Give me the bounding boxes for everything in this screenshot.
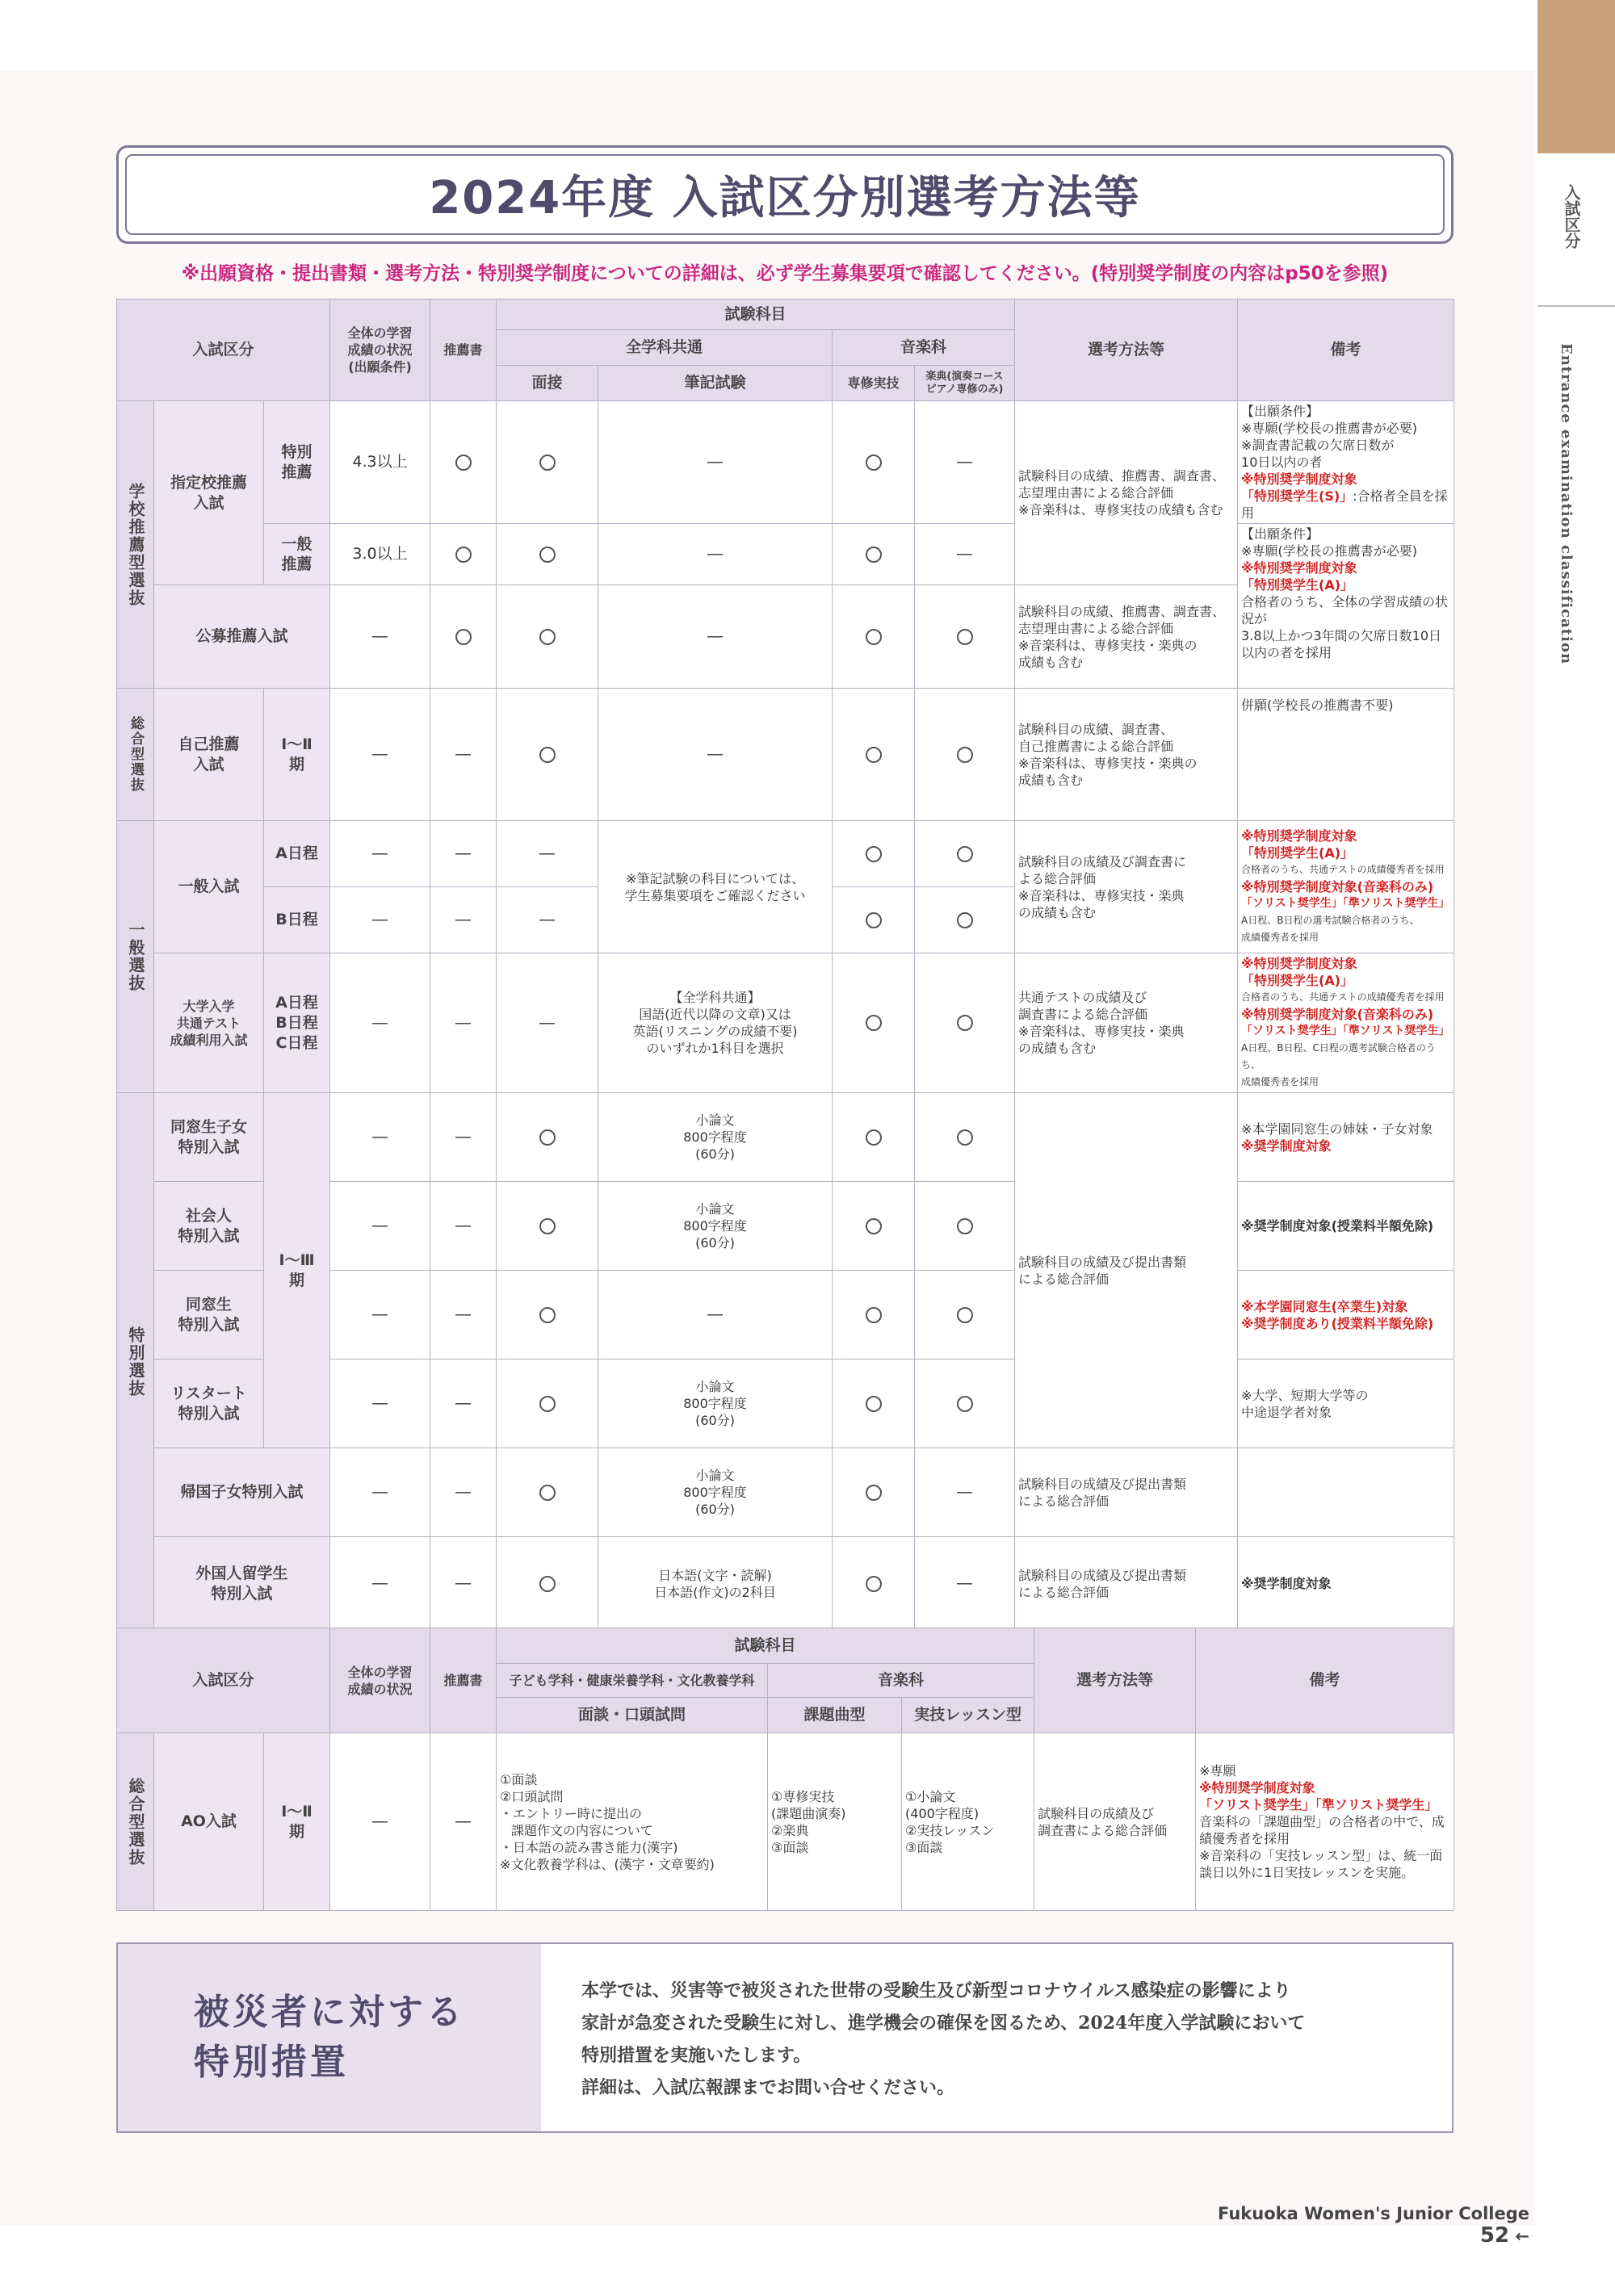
circle-mark xyxy=(497,401,598,524)
dash-mark: ― xyxy=(330,1182,430,1271)
dash-mark: ― xyxy=(430,1360,497,1448)
circle-mark xyxy=(915,1093,1015,1182)
ao-label: AO入試 xyxy=(154,1733,264,1911)
dash-mark: ― xyxy=(598,689,833,821)
group-general: 一般選抜 xyxy=(117,821,154,1093)
circle-mark xyxy=(833,1093,915,1182)
circle-mark xyxy=(497,524,598,585)
designated-label: 指定校推薦 入試 xyxy=(154,401,264,585)
header-common: 全学科共通 xyxy=(497,330,833,366)
side-label-jp: 入試区分 xyxy=(1562,184,1581,249)
circle-mark xyxy=(915,821,1015,887)
ao-assigned-items: ①専修実技 (課題曲演奏) ②楽典 ③面談 xyxy=(768,1733,902,1911)
dash-mark: ― xyxy=(598,401,833,524)
circle-mark xyxy=(833,1537,915,1631)
designated-general-label: 一般 推薦 xyxy=(264,524,330,585)
self-method: 試験科目の成績、調査書、 自己推薦書による総合評価 ※音楽科は、専修実技・楽典の 成績も含む xyxy=(1015,689,1238,821)
intl-method: 試験科目の成績及び提出書類 による総合評価 xyxy=(1015,1537,1238,1631)
dash-mark: ― xyxy=(330,887,430,953)
ao-group: 総合型選抜 xyxy=(117,1733,154,1911)
header-category: 入試区分 xyxy=(117,300,330,401)
circle-mark xyxy=(430,585,497,689)
ao-header-method: 選考方法等 xyxy=(1034,1628,1196,1733)
common-test-schedules: A日程 B日程 C日程 xyxy=(264,953,330,1093)
dash-mark: ― xyxy=(915,524,1015,585)
dash-mark: ― xyxy=(330,585,430,689)
ao-header-interview: 面談・口頭試問 xyxy=(497,1698,768,1733)
intl-written: 日本語(文字・読解) 日本語(作文)の2科目 xyxy=(598,1537,833,1631)
circle-mark xyxy=(497,1182,598,1271)
adult-label: 社会人 特別入試 xyxy=(154,1182,264,1271)
designated-special-label: 特別 推薦 xyxy=(264,401,330,524)
page-title: 2024年度 入試区分別選考方法等 xyxy=(125,154,1445,235)
ao-interview-items: ①面談 ②口頭試問 ・エントリー時に提出の 課題作文の内容について ・日本語の読み書き能力(漢字) ※文化教養学科は、(漢字・文章要約) xyxy=(497,1733,768,1911)
dash-mark: ― xyxy=(598,1271,833,1360)
dash-mark: ― xyxy=(330,1537,430,1631)
alumni-child-essay: 小論文 800字程度 (60分) xyxy=(598,1093,833,1182)
ao-practical-items: ①小論文 (400字程度) ②実技レッスン ③面談 xyxy=(902,1733,1034,1911)
ao-remarks: ※専願 ※特別奨学制度対象 「ソリスト奨学生」「準ソリスト奨学生」 音楽科の「課題曲型」の合格者の中で、成 績優秀者を採用 ※音楽科の「実技レッスン型」は、統一面 談日以外に1日実技レッスンを実施。 xyxy=(1196,1733,1454,1911)
dash-mark: ― xyxy=(330,1448,430,1537)
dash-mark: ― xyxy=(330,953,430,1093)
common-test-method: 共通テストの成績及び 調査書による総合評価 ※音楽科は、専修実技・楽典 の成績も含む xyxy=(1015,953,1238,1093)
side-divider xyxy=(1537,305,1615,307)
general-remarks: ※特別奨学制度対象 「特別奨学生(A)」 合格者のうち、共通テストの成績優秀者を採用 ※特別奨学制度対象(音楽科のみ) 「ソリスト奨学生」「準ソリスト奨学生」 A日程、B日程の選考試験合格者のうち、 成績優秀者を採用 xyxy=(1238,821,1454,953)
circle-mark xyxy=(497,1271,598,1360)
general-label: 一般入試 xyxy=(154,821,264,953)
dash-mark: ― xyxy=(915,1448,1015,1537)
special-period: Ⅰ～Ⅲ 期 xyxy=(264,1093,330,1448)
circle-mark xyxy=(915,585,1015,689)
circle-mark xyxy=(833,1271,915,1360)
self-remarks: 併願(学校長の推薦書不要) xyxy=(1238,689,1454,821)
disaster-notice xyxy=(116,1942,1454,2133)
college-name: Fukuoka Women's Junior College xyxy=(1218,2204,1529,2223)
common-test-written: 【全学科共通】 国語(近代以降の文章)又は 英語(リスニングの成績不要) のいずれか1科目を選択 xyxy=(598,953,833,1093)
dash-mark: ― xyxy=(330,689,430,821)
header-method: 選考方法等 xyxy=(1015,300,1238,401)
public-method: 試験科目の成績、推薦書、調査書、 志望理由書による総合評価 ※音楽科は、専修実技・楽典の 成績も含む xyxy=(1015,585,1238,689)
title-frame xyxy=(116,145,1454,244)
dash-mark: ― xyxy=(430,953,497,1093)
header-grades: 全体の学習 成績の状況 (出願条件) xyxy=(330,300,430,401)
circle-mark xyxy=(915,1182,1015,1271)
circle-mark xyxy=(833,953,915,1093)
alumni-child-remarks: ※本学園同窓生の姉妹・子女対象 ※奨学制度対象 xyxy=(1238,1093,1454,1182)
self-label: 自己推薦 入試 xyxy=(154,689,264,821)
dash-mark: ― xyxy=(430,1271,497,1360)
side-label-en: Entrance examination classification xyxy=(1558,343,1575,665)
circle-mark xyxy=(497,1360,598,1448)
ao-header-remarks: 備考 xyxy=(1196,1628,1454,1733)
general-a: A日程 xyxy=(264,821,330,887)
dash-mark: ― xyxy=(430,1733,497,1911)
dash-mark: ― xyxy=(430,821,497,887)
intl-remarks: ※奨学制度対象 xyxy=(1238,1537,1454,1631)
dash-mark: ― xyxy=(330,1733,430,1911)
circle-mark xyxy=(833,821,915,887)
dash-mark: ― xyxy=(430,1448,497,1537)
general-written: ※筆記試験の科目については、 学生募集要項をご確認ください xyxy=(598,821,833,953)
circle-mark xyxy=(833,1448,915,1537)
disaster-title: 被災者に対する 特別措置 xyxy=(118,1944,541,2131)
header-recommendation: 推薦書 xyxy=(430,300,497,401)
designated-method: 試験科目の成績、推薦書、調査書、 志望理由書による総合評価 ※音楽科は、専修実技の成績も含む xyxy=(1015,401,1238,585)
dash-mark: ― xyxy=(915,401,1015,524)
dash-mark: ― xyxy=(430,887,497,953)
circle-mark xyxy=(833,401,915,524)
restart-remarks: ※大学、短期大学等の 中途退学者対象 xyxy=(1238,1360,1454,1448)
circle-mark xyxy=(833,1182,915,1271)
requirements-note: ※出願資格・提出書類・選考方法・特別奨学制度についての詳細は、必ず学生募集要項で確認してください。(特別奨学制度の内容はp50を参照) xyxy=(181,263,1389,284)
header-instrument: 楽典(演奏コース ピアノ専修のみ) xyxy=(915,366,1015,401)
header-written: 筆記試験 xyxy=(598,366,833,401)
footer xyxy=(1214,2204,1529,2248)
disaster-body: 本学では、災害等で被災された世帯の受験生及び新型コロナウイルス感染症の影響により 家計が急変された受験生に対し、進学機会の確保を図るため、2024年度入学試験において 特別措置を実施いたします。 詳細は、入試広報課までお問い合せください。 xyxy=(581,1980,1306,2098)
alumni-child-label: 同窓生子女 特別入試 xyxy=(154,1093,264,1182)
ao-method: 試験科目の成績及び 調査書による総合評価 xyxy=(1034,1733,1196,1911)
circle-mark xyxy=(915,953,1015,1093)
main-exam-table xyxy=(116,299,1454,1631)
dash-mark: ― xyxy=(330,1360,430,1448)
designated-general-grade: 3.0以上 xyxy=(330,524,430,585)
self-period: Ⅰ～Ⅱ 期 xyxy=(264,689,330,821)
designated-special-grade: 4.3以上 xyxy=(330,401,430,524)
dash-mark: ― xyxy=(430,689,497,821)
dash-mark: ― xyxy=(330,821,430,887)
circle-mark xyxy=(497,1537,598,1631)
ao-header-practical: 実技レッスン型 xyxy=(902,1698,1034,1733)
dash-mark: ― xyxy=(598,524,833,585)
dash-mark: ― xyxy=(497,821,598,887)
ao-header-subjects: 試験科目 xyxy=(497,1628,1034,1664)
restart-essay: 小論文 800字程度 (60分) xyxy=(598,1360,833,1448)
ao-header-recommendation: 推薦書 xyxy=(430,1628,497,1733)
circle-mark xyxy=(497,1448,598,1537)
dash-mark: ― xyxy=(497,887,598,953)
dash-mark: ― xyxy=(430,1537,497,1631)
circle-mark xyxy=(497,1093,598,1182)
returnee-essay: 小論文 800字程度 (60分) xyxy=(598,1448,833,1537)
dash-mark: ― xyxy=(430,1182,497,1271)
common-test-label: 大学入学 共通テスト 成績利用入試 xyxy=(154,953,264,1093)
dash-mark: ― xyxy=(915,1537,1015,1631)
circle-mark xyxy=(915,1360,1015,1448)
header-music: 音楽科 xyxy=(833,330,1015,366)
group-special: 特別選抜 xyxy=(117,1093,154,1631)
returnee-method: 試験科目の成績及び提出書類 による総合評価 xyxy=(1015,1448,1238,1537)
ao-header-depts: 子ども学科・健康栄養学科・文化教養学科 xyxy=(497,1664,768,1698)
alumni-remarks: ※本学園同窓生(卒業生)対象 ※奨学制度あり(授業料半額免除) xyxy=(1238,1271,1454,1360)
header-interview: 面接 xyxy=(497,366,598,401)
dash-mark: ― xyxy=(497,953,598,1093)
header-remarks: 備考 xyxy=(1238,300,1454,401)
circle-mark xyxy=(833,524,915,585)
circle-mark xyxy=(915,689,1015,821)
circle-mark xyxy=(915,887,1015,953)
header-major: 専修実技 xyxy=(833,366,915,401)
adult-remarks: ※奨学制度対象(授業料半額免除) xyxy=(1238,1182,1454,1271)
intl-label: 外国人留学生 特別入試 xyxy=(154,1537,330,1631)
ao-header-grades: 全体の学習 成績の状況 xyxy=(330,1628,430,1733)
special-method: 試験科目の成績及び提出書類 による総合評価 xyxy=(1015,1093,1238,1448)
ao-header-music: 音楽科 xyxy=(768,1664,1034,1698)
general-method: 試験科目の成績及び調査書に よる総合評価 ※音楽科は、専修実技・楽典 の成績も含む xyxy=(1015,821,1238,953)
circle-mark xyxy=(833,585,915,689)
adult-essay: 小論文 800字程度 (60分) xyxy=(598,1182,833,1271)
public-label: 公募推薦入試 xyxy=(154,585,330,689)
circle-mark xyxy=(833,689,915,821)
circle-mark xyxy=(497,585,598,689)
ao-header-assigned: 課題曲型 xyxy=(768,1698,902,1733)
ao-exam-table xyxy=(116,1628,1454,1911)
side-color-tab xyxy=(1537,0,1615,153)
designated-special-remarks: 【出願条件】 ※専願(学校長の推薦書が必要) ※調査書記載の欠席日数が 10日以内の者 ※特別奨学制度対象 「特別奨学生(S)」:合格者全員を採用 xyxy=(1238,401,1454,524)
circle-mark xyxy=(430,401,497,524)
designated-general-remarks: 【出願条件】 ※専願(学校長の推薦書が必要) ※特別奨学制度対象 「特別奨学生(A)」 合格者のうち、全体の学習成績の状況が 3.8以上かつ3年間の欠席日数10日 以内の者を採用 xyxy=(1238,524,1454,689)
circle-mark xyxy=(833,887,915,953)
page-number: 52 xyxy=(1479,2223,1510,2248)
dash-mark: ― xyxy=(330,1271,430,1360)
circle-mark xyxy=(915,1271,1015,1360)
returnee-label: 帰国子女特別入試 xyxy=(154,1448,330,1537)
general-b: B日程 xyxy=(264,887,330,953)
alumni-label: 同窓生 特別入試 xyxy=(154,1271,264,1360)
header-subjects: 試験科目 xyxy=(497,300,1015,330)
dash-mark: ― xyxy=(330,1093,430,1182)
group-comprehensive: 総合型選抜 xyxy=(117,689,154,821)
circle-mark xyxy=(430,524,497,585)
ao-period: Ⅰ～Ⅱ 期 xyxy=(264,1733,330,1911)
arrow-left-icon: ← xyxy=(1515,2227,1529,2246)
common-test-remarks: ※特別奨学制度対象 「特別奨学生(A)」 合格者のうち、共通テストの成績優秀者を採用 ※特別奨学制度対象(音楽科のみ) 「ソリスト奨学生」「準ソリスト奨学生」 A日程、B日程、C日程の選考試験合格者のうち、 成績優秀者を採用 xyxy=(1238,953,1454,1093)
ao-header-category: 入試区分 xyxy=(117,1628,330,1733)
returnee-remarks xyxy=(1238,1448,1454,1537)
group-school-rec: 学校推薦型選抜 xyxy=(117,401,154,689)
circle-mark xyxy=(833,1360,915,1448)
dash-mark: ― xyxy=(430,1093,497,1182)
restart-label: リスタート 特別入試 xyxy=(154,1360,264,1448)
dash-mark: ― xyxy=(598,585,833,689)
circle-mark xyxy=(497,689,598,821)
